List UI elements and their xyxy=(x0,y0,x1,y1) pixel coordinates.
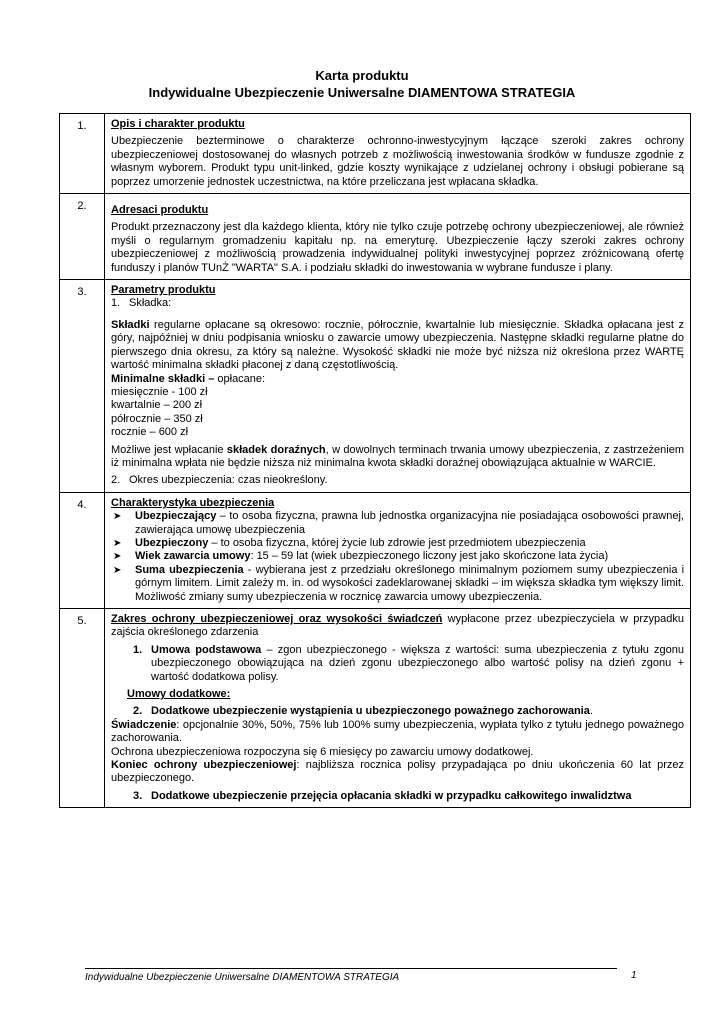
coverage-start: Ochrona ubezpieczeniowa rozpoczyna się 6 miesięcy po zawarciu umowy dodatkowej. xyxy=(111,745,534,758)
numbered-item: 3. Dodatkowe ubezpieczenie przejęcia opłacania składki w przypadku całkowitego inwalidztwa xyxy=(133,789,632,802)
item-text: Okres ubezpieczenia: czas nieokreślony. xyxy=(129,474,328,487)
footer-text: Indywidualne Ubezpieczenie Uniwersalne DIAMENTOWA STRATEGIA xyxy=(85,972,400,983)
coverage-end: Koniec ochrony ubezpieczeniowej: najbliższa rocznica polisy przypadająca po dniu ukończenia 60 lat przez ubezpieczonego. xyxy=(111,759,684,785)
section-row-4 xyxy=(60,492,691,608)
document-title: Karta produktu xyxy=(315,68,409,83)
section-number: 4. xyxy=(60,492,105,608)
section-heading: Charakterystyka ubezpieczenia xyxy=(111,496,275,509)
section-heading: Parametry produktu xyxy=(111,284,216,297)
adhoc-paragraph: Możliwe jest wpłacanie składek doraźnych, w dowolnych terminach trwania umowy ubezpieczenia, z zastrzeżeniem iż minimalna wpłata nie będzie niższa niż minimalna kwota składki doraźnej obowiązująca aktualnie w WARCIE. xyxy=(111,443,684,469)
rate-line: rocznie – 600 zł xyxy=(111,426,189,439)
section-number: 3. xyxy=(60,280,105,493)
section-content xyxy=(105,609,691,808)
arrow-bullet-icon: ➤ xyxy=(113,537,122,549)
section-number: 1. xyxy=(60,114,105,194)
numbered-item: 1. Umowa podstawowa – zgon ubezpieczonego - większa z wartości: suma ubezpieczenia z tytułu zgonu ubezpieczonego obowiązująca na dzień zgonu ubezpieczonego albo wartość polisy na dzień zgonu + wartość dodatkowa polisy. xyxy=(133,643,684,683)
item-label: Składka: xyxy=(129,297,172,310)
premium-paragraph: Składki regularne opłacane są okresowo: rocznie, półrocznie, kwartalnie lub miesięcznie. Składka opłacana jest z góry, najpóźniej w dniu podpisania wniosku o zawarcie umowy ubezpieczenia. Następne składki regularne płatne do pierwszego dnia okresu, za który są należne. Wysokość składki nie może być niższa niż określona przez WARTĘ wartość minimalna składki płaconej z daną częstotliwością. xyxy=(111,318,684,372)
bullet-item: ➤ Ubezpieczony – to osoba fizyczna, której życie lub zdrowie jest przedmiotem ubezpieczenia xyxy=(113,536,586,549)
product-table xyxy=(59,113,691,808)
numbered-item: 2. Dodatkowe ubezpieczenie wystąpienia u ubezpieczonego poważnego zachorowania. xyxy=(133,705,593,718)
benefit-paragraph: Świadczenie: opcjonalnie 30%, 50%, 75% lub 100% sumy ubezpieczenia, wypłata tylko z tytułu jednego poważnego zachorowania. xyxy=(111,718,684,745)
section-number: 2. xyxy=(60,194,105,280)
section-number: 5. xyxy=(60,609,105,808)
section-row-1 xyxy=(60,114,691,194)
section-content xyxy=(105,114,691,194)
arrow-bullet-icon: ➤ xyxy=(113,551,122,563)
section-row-3 xyxy=(60,280,691,493)
minimum-premiums: Minimalne składki – opłacane: xyxy=(111,372,266,385)
document-subtitle: Indywidualne Ubezpieczenie Uniwersalne DIAMENTOWA STRATEGIA xyxy=(148,85,576,100)
section-body: Ubezpieczenie bezterminowe o charakterze ochronno-inwestycyjnym łączące szeroki zakres ochrony ubezpieczeniowej dostosowanej do własnych potrzeb z możliwością inwestowania środków w fundusze zgodnie z własnym wyborem. Produkt typu unit-linked, gdzie koszty wynikające z udzielanej ochrony i obsługi pobierane są poprzez umorzenie jednostek uczestnictwa, na które przeliczana jest wpłacana składka. xyxy=(111,135,684,188)
rate-line: półrocznie – 350 zł xyxy=(111,412,203,425)
bullet-item: ➤ Suma ubezpieczenia - wybierana jest z przedziału określonego minimalnym poziomem sumy ubezpieczenia i górnym limitem. Limit zależy m. in. od wysokości zadeklarowanej składki – im większa składka tym większy limit. Możliwość zmiany sumy ubezpieczenia w rocznicę zawarcia umowy ubezpieczenia. xyxy=(113,563,685,603)
section-heading: Adresaci produktu xyxy=(111,204,209,217)
bullet-item: ➤ Wiek zawarcia umowy: 15 – 59 lat (wiek ubezpieczonego liczony jest jako skończone lata życia) xyxy=(113,550,609,563)
rate-line: miesięcznie - 100 zł xyxy=(111,385,208,398)
arrow-bullet-icon: ➤ xyxy=(113,511,122,523)
item-number: 2. xyxy=(111,474,121,487)
footer-divider xyxy=(85,968,617,969)
item-number: 1. xyxy=(111,297,121,310)
section-content xyxy=(105,280,691,493)
section-content xyxy=(105,492,691,608)
section-row-2 xyxy=(60,194,691,280)
section-content xyxy=(105,194,691,280)
section-row-5 xyxy=(60,609,691,808)
section-body: Produkt przeznaczony jest dla każdego klienta, który nie tylko czuje potrzebę ochrony ubezpieczeniowej, ale również myśli o regularnym gromadzeniu kapitału np. na emeryturę. Ubezpieczenie łączy szeroki zakres ochrony ubezpieczeniowej z możliwością prowadzenia indywidualnej polityki inwestycyjnej poprzez zróżnicowaną ofertę funduszy i planów TUnŻ "WARTA" S.A. i podziału składki do inwestowania w wybrane fundusze i plany. xyxy=(111,221,684,274)
section-heading: Opis i charakter produktu xyxy=(111,118,245,130)
arrow-bullet-icon: ➤ xyxy=(113,564,122,576)
page-number: 1 xyxy=(631,970,637,981)
additional-contracts-label: Umowy dodatkowe: xyxy=(127,688,231,701)
bullet-item: ➤ Ubezpieczający – to osoba fizyczna, prawna lub jednostka organizacyjna nie posiadająca osobowości prawnej, zawierająca umowę ubezpieczenia xyxy=(113,510,684,536)
section-heading-line: Zakres ochrony ubezpieczeniowej oraz wysokości świadczeń wypłacone przez ubezpieczyciela w przypadku zajścia określonego zdarzenia xyxy=(111,613,684,639)
rate-line: kwartalnie – 200 zł xyxy=(111,399,203,412)
